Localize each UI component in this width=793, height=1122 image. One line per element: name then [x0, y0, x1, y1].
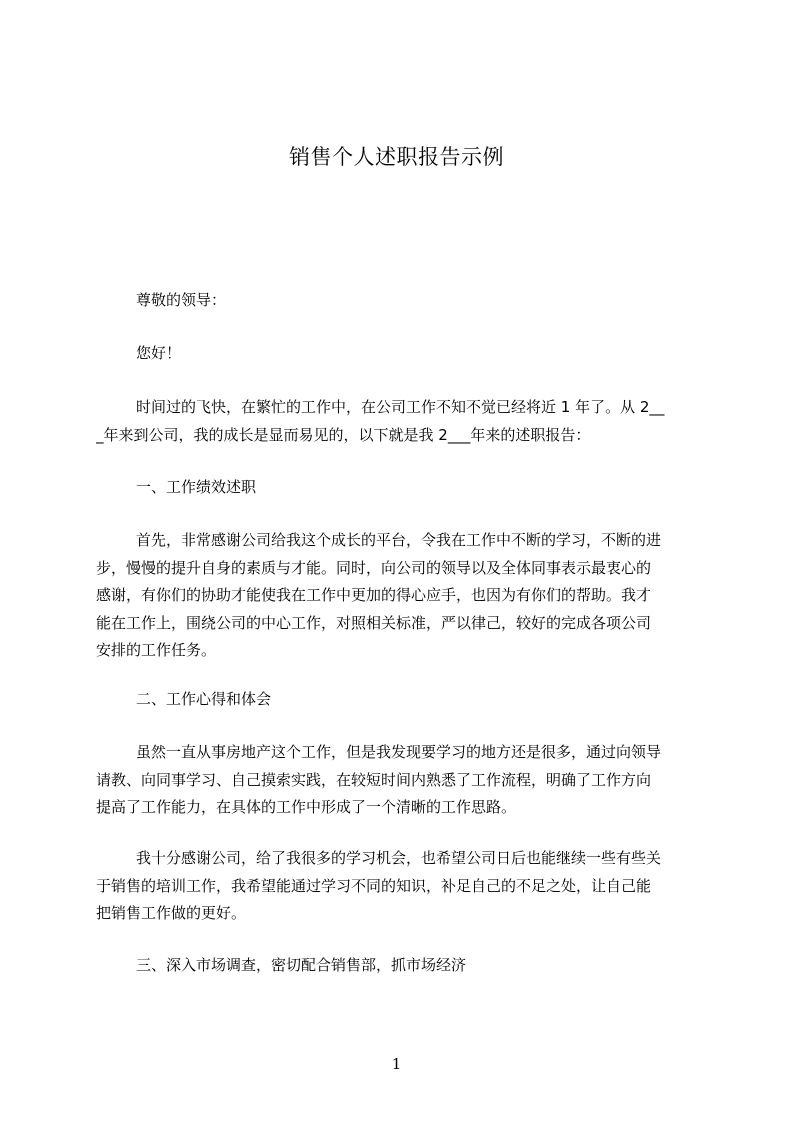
section1-line-4: 能在工作上，围绕公司的中心工作，对照相关标准，严以律己，较好的完成各项公司 — [96, 613, 652, 632]
intro-line-2: _年来到公司，我的成长是显而易见的，以下就是我 2___年来的述职报告： — [96, 425, 591, 444]
salutation — [96, 287, 700, 315]
section2-p1-line-2: 请教、向同事学习、自己摸索实践，在较短时间内熟悉了工作流程，明确了工作方向 — [96, 770, 652, 789]
section1-heading-text: 一、工作绩效述职 — [136, 478, 257, 496]
section1-paragraph — [96, 527, 700, 665]
greeting-text: 您好！ — [136, 344, 182, 362]
section1-line-2: 步，慢慢的提升自身的素质与才能。同时，向公司的领导以及全体同事表示最衷心的 — [96, 558, 652, 577]
section2-heading-text: 二、工作心得和体会 — [136, 690, 272, 708]
section3-heading-text: 三、深入市场调查，密切配合销售部，抓市场经济 — [136, 956, 467, 974]
salutation-text: 尊敬的领导： — [136, 291, 227, 309]
section2-p1-line-3: 提高了工作能力，在具体的工作中形成了一个清晰的工作思路。 — [96, 798, 517, 816]
section1-line-1: 首先，非常感谢公司给我这个成长的平台，令我在工作中不断的学习，不断的进 — [136, 531, 662, 549]
section1-line-3: 感谢，有你们的协助才能使我在工作中更加的得心应手，也因为有你们的帮助。我才 — [96, 586, 652, 604]
document-title: 销售个人述职报告示例 — [289, 145, 504, 169]
section1-line-5: 安排的工作任务。 — [96, 641, 217, 659]
section3-heading — [96, 952, 700, 980]
section2-heading — [96, 686, 700, 714]
section2-paragraph-1 — [96, 739, 700, 822]
intro-line-1: 时间过的飞快，在繁忙的工作中，在公司工作不知不觉已经将近 1 年了。从 2__ — [136, 398, 665, 416]
page-number: 1 — [391, 1055, 402, 1073]
section2-p2-line-1: 我十分感谢公司，给了我很多的学习机会，也希望公司日后也能继续一些有些关 — [136, 849, 662, 867]
intro-paragraph — [96, 394, 700, 449]
section1-heading — [96, 474, 700, 502]
section2-paragraph-2 — [96, 845, 700, 928]
greeting — [96, 340, 700, 368]
section2-p2-line-2: 于销售的培训工作，我希望能通过学习不同的知识，补足自己的不足之处，让自己能 — [96, 876, 652, 895]
section2-p2-line-3: 把销售工作做的更好。 — [96, 904, 247, 922]
section2-p1-line-1: 虽然一直从事房地产这个工作，但是我发现要学习的地方还是很多，通过向领导 — [136, 743, 662, 761]
